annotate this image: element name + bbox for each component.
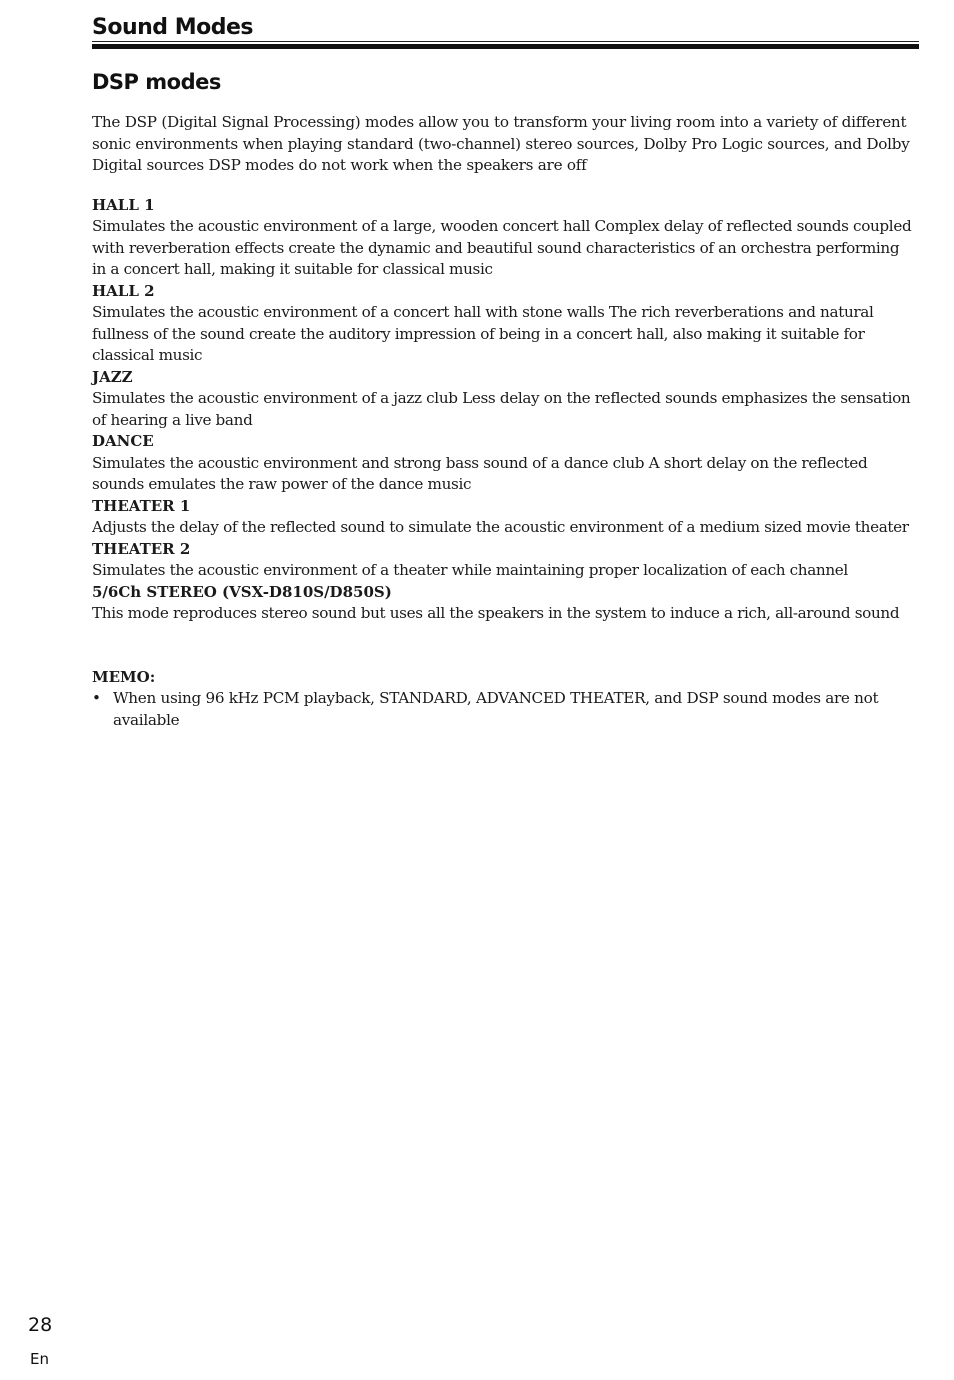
page-number: 28 bbox=[28, 1314, 53, 1336]
section-title: Sound Modes bbox=[92, 15, 253, 40]
mode-jazz bbox=[92, 367, 917, 432]
section-header bbox=[92, 14, 919, 42]
mode-description: Simulates the acoustic environment of a large, wooden concert hall Complex delay of reflected sounds coupled with reverberation effects create the dynamic and beautiful sound characteristics of an orchestra performing in a concert hall, making it suitable for classical music bbox=[92, 217, 912, 278]
mode-description: This mode reproduces stereo sound but uses all the speakers in the system to induce a rich, all-around sound bbox=[92, 604, 900, 622]
page-language: En bbox=[30, 1350, 49, 1368]
mode-name: THEATER 1 bbox=[92, 496, 191, 515]
mode-description: Simulates the acoustic environment and strong bass sound of a dance club A short delay on the reflected sounds emulates the raw power of the dance music bbox=[92, 453, 868, 493]
memo-title: MEMO: bbox=[92, 667, 156, 686]
mode-hall-2 bbox=[92, 281, 917, 367]
mode-theater-2 bbox=[92, 539, 917, 582]
dsp-intro: The DSP (Digital Signal Processing) modes allow you to transform your living room into a variety of different sonic environments when playing standard (two-channel) stereo sources, Dolby Pro Logic sources, and Dolby Digital sources DSP modes do not work when the speakers are off bbox=[92, 113, 910, 174]
mode-name: DANCE bbox=[92, 432, 154, 450]
mode-name: 5/6Ch STEREO (VSX-D810S/D850S) bbox=[92, 582, 392, 601]
mode-description: Simulates the acoustic environment of a jazz club Less delay on the reflected sounds emphasizes the sensation of hearing a live band bbox=[92, 389, 911, 429]
mode-description: Simulates the acoustic environment of a concert hall with stone walls The rich reverberations and natural fullness of the sound create the auditory impression of being in a concert hall, also making it suitable for classical music bbox=[92, 303, 874, 364]
mode-name: THEATER 2 bbox=[92, 539, 191, 558]
header-rule-thin bbox=[92, 41, 919, 42]
bullet-icon: • bbox=[92, 689, 101, 707]
memo-list bbox=[92, 688, 917, 731]
mode-name: HALL 2 bbox=[92, 281, 155, 300]
header-rule-thick bbox=[92, 44, 919, 49]
header-rule bbox=[92, 41, 919, 49]
memo-box bbox=[92, 667, 917, 732]
mode-5-6ch-stereo bbox=[92, 582, 917, 625]
mode-dance bbox=[92, 431, 917, 496]
memo-item-text: When using 96 kHz PCM playback, STANDARD, ADVANCED THEATER, and DSP sound modes are not available bbox=[113, 689, 879, 729]
mode-description: Adjusts the delay of the reflected sound to simulate the acoustic environment of a medium sized movie theater bbox=[92, 518, 909, 536]
mode-theater-1 bbox=[92, 496, 917, 539]
dsp-content bbox=[92, 112, 917, 731]
memo-item bbox=[92, 688, 917, 731]
mode-name: HALL 1 bbox=[92, 195, 155, 214]
mode-description: Simulates the acoustic environment of a theater while maintaining proper localization of each channel bbox=[92, 561, 848, 579]
dsp-modes-title: DSP modes bbox=[92, 70, 221, 94]
mode-hall-1 bbox=[92, 195, 917, 281]
mode-name: JAZZ bbox=[92, 367, 133, 386]
